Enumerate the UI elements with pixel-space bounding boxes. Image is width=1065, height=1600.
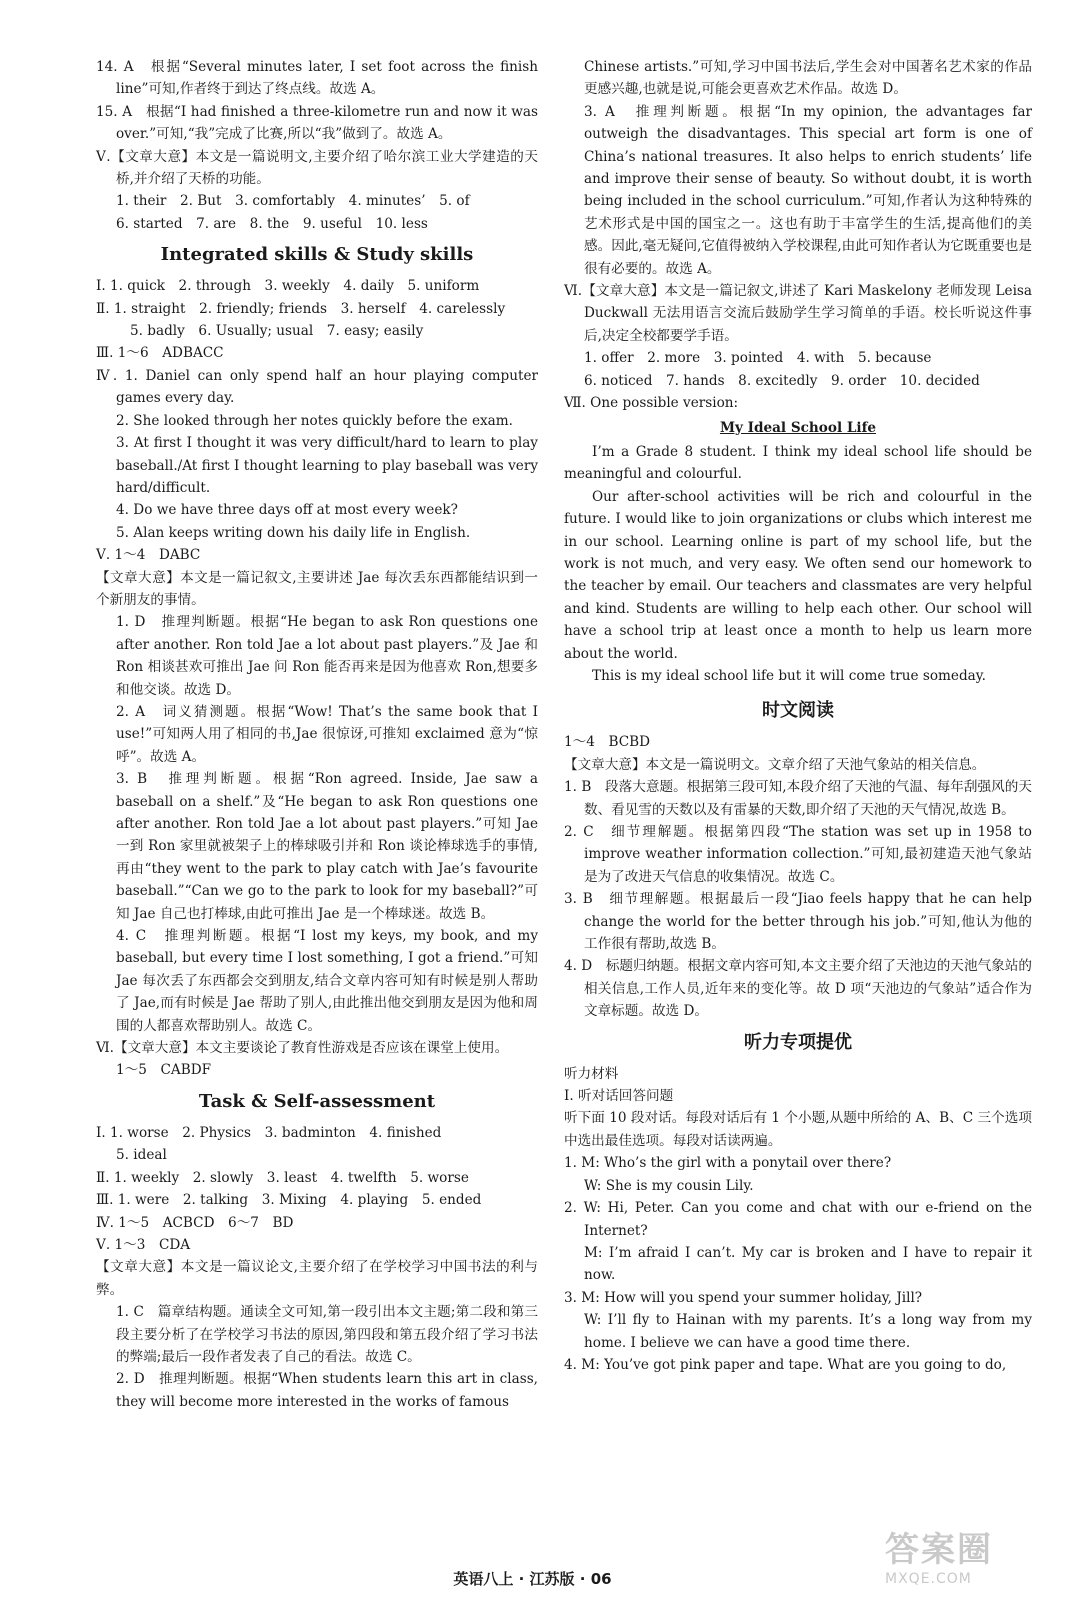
watermark-logo [885, 1530, 1045, 1592]
answer-line: Ⅰ. 1. worse 2. Physics 3. badminton 4. finished [96, 1124, 442, 1141]
dialogue-line: 1. M: Who’s the girl with a ponytail over there? [564, 1155, 892, 1172]
answer-line: 1. their 2. But 3. comfortably 4. minutes’ 5. of [116, 193, 470, 210]
essay-title: My Ideal School Life [719, 419, 877, 436]
section-title-task: Task & Self-assessment [198, 1090, 436, 1112]
answer-line: Ⅳ. 1～5 ACBCD 6～7 BD [96, 1214, 294, 1231]
explanation-item: 4. D 标题归纳题。根据文章内容可知,本文主要介绍了天池边的天池气象站的相关信息,工作人员,近年来的变化等。故 D 项“天池边的气象站”适合作为文章标题。故选 D。 [564, 958, 1032, 1020]
essay-paragraph: This is my ideal school life but it will come true someday. [592, 667, 986, 684]
answer-line: 5. ideal [116, 1147, 167, 1164]
answer-line: Ⅰ. 1. quick 2. through 3. weekly 4. daily 5. uniform [96, 278, 480, 295]
answer-line: Ⅲ. 1. were 2. talking 3. Mixing 4. playing 5. ended [96, 1192, 482, 1209]
answer-line: 1～5 CABDF [116, 1062, 212, 1079]
explanation-item: 1. C 篇章结构题。通读全文可知,第一段引出本文主题;第二段和第三段主要分析了在学校学习书法的原因,第四段和第五段介绍了学习书法的弊端;最后一段作者发表了自己的看法。故选 C。 [116, 1304, 538, 1365]
answer-line: 6. started 7. are 8. the 9. useful 10. less [116, 215, 428, 232]
answer-line: Ⅱ. 1. straight 2. friendly; friends 3. herself 4. carelessly [96, 300, 506, 317]
explanation-item: 4. C 推理判断题。根据“I lost my keys, my book, and my baseball, but every time I lost something, I got a friend.”可知 Jae 每次丢了东西都会交到朋友,结合文章内容可知有时候是别人帮助了 Jae,而有时候是 Jae 帮助了别人,由此推出他交到朋友是因为他和周围的人都喜欢帮助别人。故选 C。 [116, 928, 538, 1034]
right-column [564, 56, 1032, 1376]
section-title-reading: 时文阅读 [762, 700, 834, 722]
watermark-text: 答案圈 [885, 1530, 993, 1570]
answer-item: 14. A 根据“Several minutes later, I set foot across the finish line”可知,作者终于到达了终点线。故选 A。 [96, 59, 538, 98]
passage-summary: 【文章大意】本文是一篇记叙文,主要讲述 Jae 每次丢东西都能结识到一个新朋友的事情。 [96, 569, 538, 608]
explanation-item: 2. C 细节理解题。根据第四段“The station was set up in 1958 to improve weather information collection.”可知,最初建造天池气象站是为了改进天气信息的收集情况。故选 C。 [564, 824, 1032, 885]
answer-item: Ⅳ. 1. Daniel can only spend half an hour playing computer games every day. [96, 367, 538, 407]
listening-part-title: Ⅰ. 听对话回答问题 [564, 1088, 674, 1105]
explanation-item: 1. B 段落大意题。根据第三段可知,本段介绍了天池的气温、每年刮强风的天数、看见雪的天数以及有雷暴的天数,即介绍了天池的天气情况,故选 B。 [564, 779, 1032, 818]
listening-label: 听力材料 [564, 1065, 619, 1082]
answer-line: Ⅲ. 1～6 ADBACC [96, 345, 224, 362]
answer-item: 4. Do we have three days off at most every week? [116, 502, 458, 519]
section-title-integrated-skills: Integrated skills & Study skills [160, 244, 474, 266]
dialogue-line: 2. W: Hi, Peter. Can you come and chat with our e-friend on the Internet? [564, 1200, 1032, 1239]
dialogue-line: M: I’m afraid I can’t. My car is broken and I have to repair it now. [584, 1244, 1032, 1284]
left-column [96, 56, 538, 1413]
answer-item: 15. A 根据“I had finished a three-kilometre run and now it was over.”可知,“我”完成了比赛,所以“我”做到了。故选 A。 [96, 103, 538, 143]
explanation-item: 3. B 细节理解题。根据最后一段“Jiao feels happy that he can help change the world for the better through his job.”可知,他认为他的工作很有帮助,故选 B。 [564, 891, 1032, 953]
answer-line: 1. offer 2. more 3. pointed 4. with 5. because [584, 350, 932, 367]
watermark-url: MXQE.COM [885, 1571, 972, 1587]
answer-line: Ⅱ. 1. weekly 2. slowly 3. least 4. twelfth 5. worse [96, 1169, 469, 1186]
passage-summary: Ⅵ.【文章大意】本文是一篇记叙文,讲述了 Kari Maskelony 老师发现 Leisa Duckwall 无法用语言交流后鼓励学生学习简单的手语。校长听说这件事后,决定全校都要学手语。 [564, 283, 1032, 344]
passage-summary: 【文章大意】本文是一篇说明文。文章介绍了天池气象站的相关信息。 [564, 756, 986, 773]
passage-summary: 【文章大意】本文是一篇议论文,主要介绍了在学校学习中国书法的利与弊。 [96, 1259, 538, 1298]
explanation-item: Chinese artists.”可知,学习中国书法后,学生会对中国著名艺术家的作品更感兴趣,也就是说,可能会更喜欢艺术作品。故选 D。 [584, 59, 1032, 98]
answer-line: Ⅶ. One possible version: [564, 395, 739, 412]
answer-line: Ⅴ. 1～3 CDA [96, 1236, 191, 1253]
dialogue-line: 3. M: How will you spend your summer holiday, Jill? [564, 1289, 923, 1306]
page-footer: 英语八上 · 江苏版 · 06 [453, 1570, 612, 1588]
section-title-listening: 听力专项提优 [744, 1031, 852, 1053]
answer-line: 1～4 BCBD [564, 734, 651, 751]
explanation-item: 3. A 推理判断题。根据“In my opinion, the advantages far outweigh the disadvantages. This special art form is one of China’s national treasures. It also helps to enrich students’ life and improve their sense of beauty. So without doubt, it is worth being included in the school curriculum.”可知,作者认为这种特殊的艺术形式是中国的国宝之一。这也有助于丰富学生的生活,提高他们的美感。因此,毫无疑问,它值得被纳入学校课程,由此可知作者认为它既重要也是很有必要的。故选 A。 [584, 103, 1032, 277]
passage-summary: Ⅵ.【文章大意】本文主要谈论了教育性游戏是否应该在课堂上使用。 [96, 1040, 509, 1057]
answer-line: Ⅴ. 1～4 DABC [96, 547, 201, 564]
listening-instructions: 听下面 10 段对话。每段对话后有 1 个小题,从题中所给的 A、B、C 三个选项中选出最佳选项。每段对话读两遍。 [564, 1110, 1032, 1149]
answer-line: 5. badly 6. Usually; usual 7. easy; easily [130, 323, 424, 340]
dialogue-line: W: I’ll fly to Hainan with my parents. It’s a long way from my home. I believe we can have a good time there. [584, 1312, 1032, 1351]
answer-item: 3. At first I thought it was very difficult/hard to learn to play baseball./At first I thought learning to play baseball was very hard/difficult. [116, 435, 538, 496]
explanation-item: 2. A 词义猜测题。根据“Wow! That’s the same book that I use!”可知两人用了相同的书,Jae 很惊讶,可推知 exclaimed 意为“惊呼”。故选 A。 [116, 703, 538, 765]
answer-item: 5. Alan keeps writing down his daily life in English. [116, 524, 471, 541]
passage-summary: Ⅴ.【文章大意】本文是一篇说明文,主要介绍了哈尔滨工业大学建造的天桥,并介绍了天桥的功能。 [96, 148, 538, 188]
explanation-item: 2. D 推理判断题。根据“When students learn this art in class, they will become more interested in the works of famous [116, 1371, 538, 1410]
essay-paragraph: I’m a Grade 8 student. I think my ideal school life should be meaningful and colourful. [564, 443, 1032, 483]
answer-item: 2. She looked through her notes quickly before the exam. [116, 412, 513, 429]
explanation-item: 3. B 推理判断题。根据“Ron agreed. Inside, Jae saw a baseball on a shelf.”及“He began to ask Ron questions one after another. Ron told Jae a lot about past players.”可知 Jae 一到 Ron 家里就被架子上的棒球吸引并和 Ron 谈论棒球选手的事情,再由“they went to the park to play catch with Jae’s favourite baseball.”“Can we go to the park to look for my baseball?”可知 Jae 自己也打棒球,由此可推出 Jae 是一个棒球迷。故选 B。 [116, 771, 538, 922]
answer-line: 6. noticed 7. hands 8. excitedly 9. order 10. decided [584, 372, 980, 389]
essay-paragraph: Our after-school activities will be rich and colourful in the future. I would like to join organizations or clubs which interest me in our school. Learning online is part of my school life, but the work is not much, and very easy. We often send our homework to the teacher by email. Our teachers and classmates are very helpful and kind. Students are willing to help each other. Our school will have a school trip at least once a month to help us learn more about the world. [564, 488, 1032, 662]
dialogue-line: W: She is my cousin Lily. [584, 1177, 754, 1194]
dialogue-line: 4. M: You’ve got pink paper and tape. What are you going to do, [564, 1356, 1007, 1373]
explanation-item: 1. D 推理判断题。根据“He began to ask Ron questions one after another. Ron told Jae a lot about past players.”及 Jae 和 Ron 相谈甚欢可推出 Jae 问 Ron 能否再来是因为他喜欢 Ron,想要多和他交谈。故选 D。 [116, 614, 538, 698]
